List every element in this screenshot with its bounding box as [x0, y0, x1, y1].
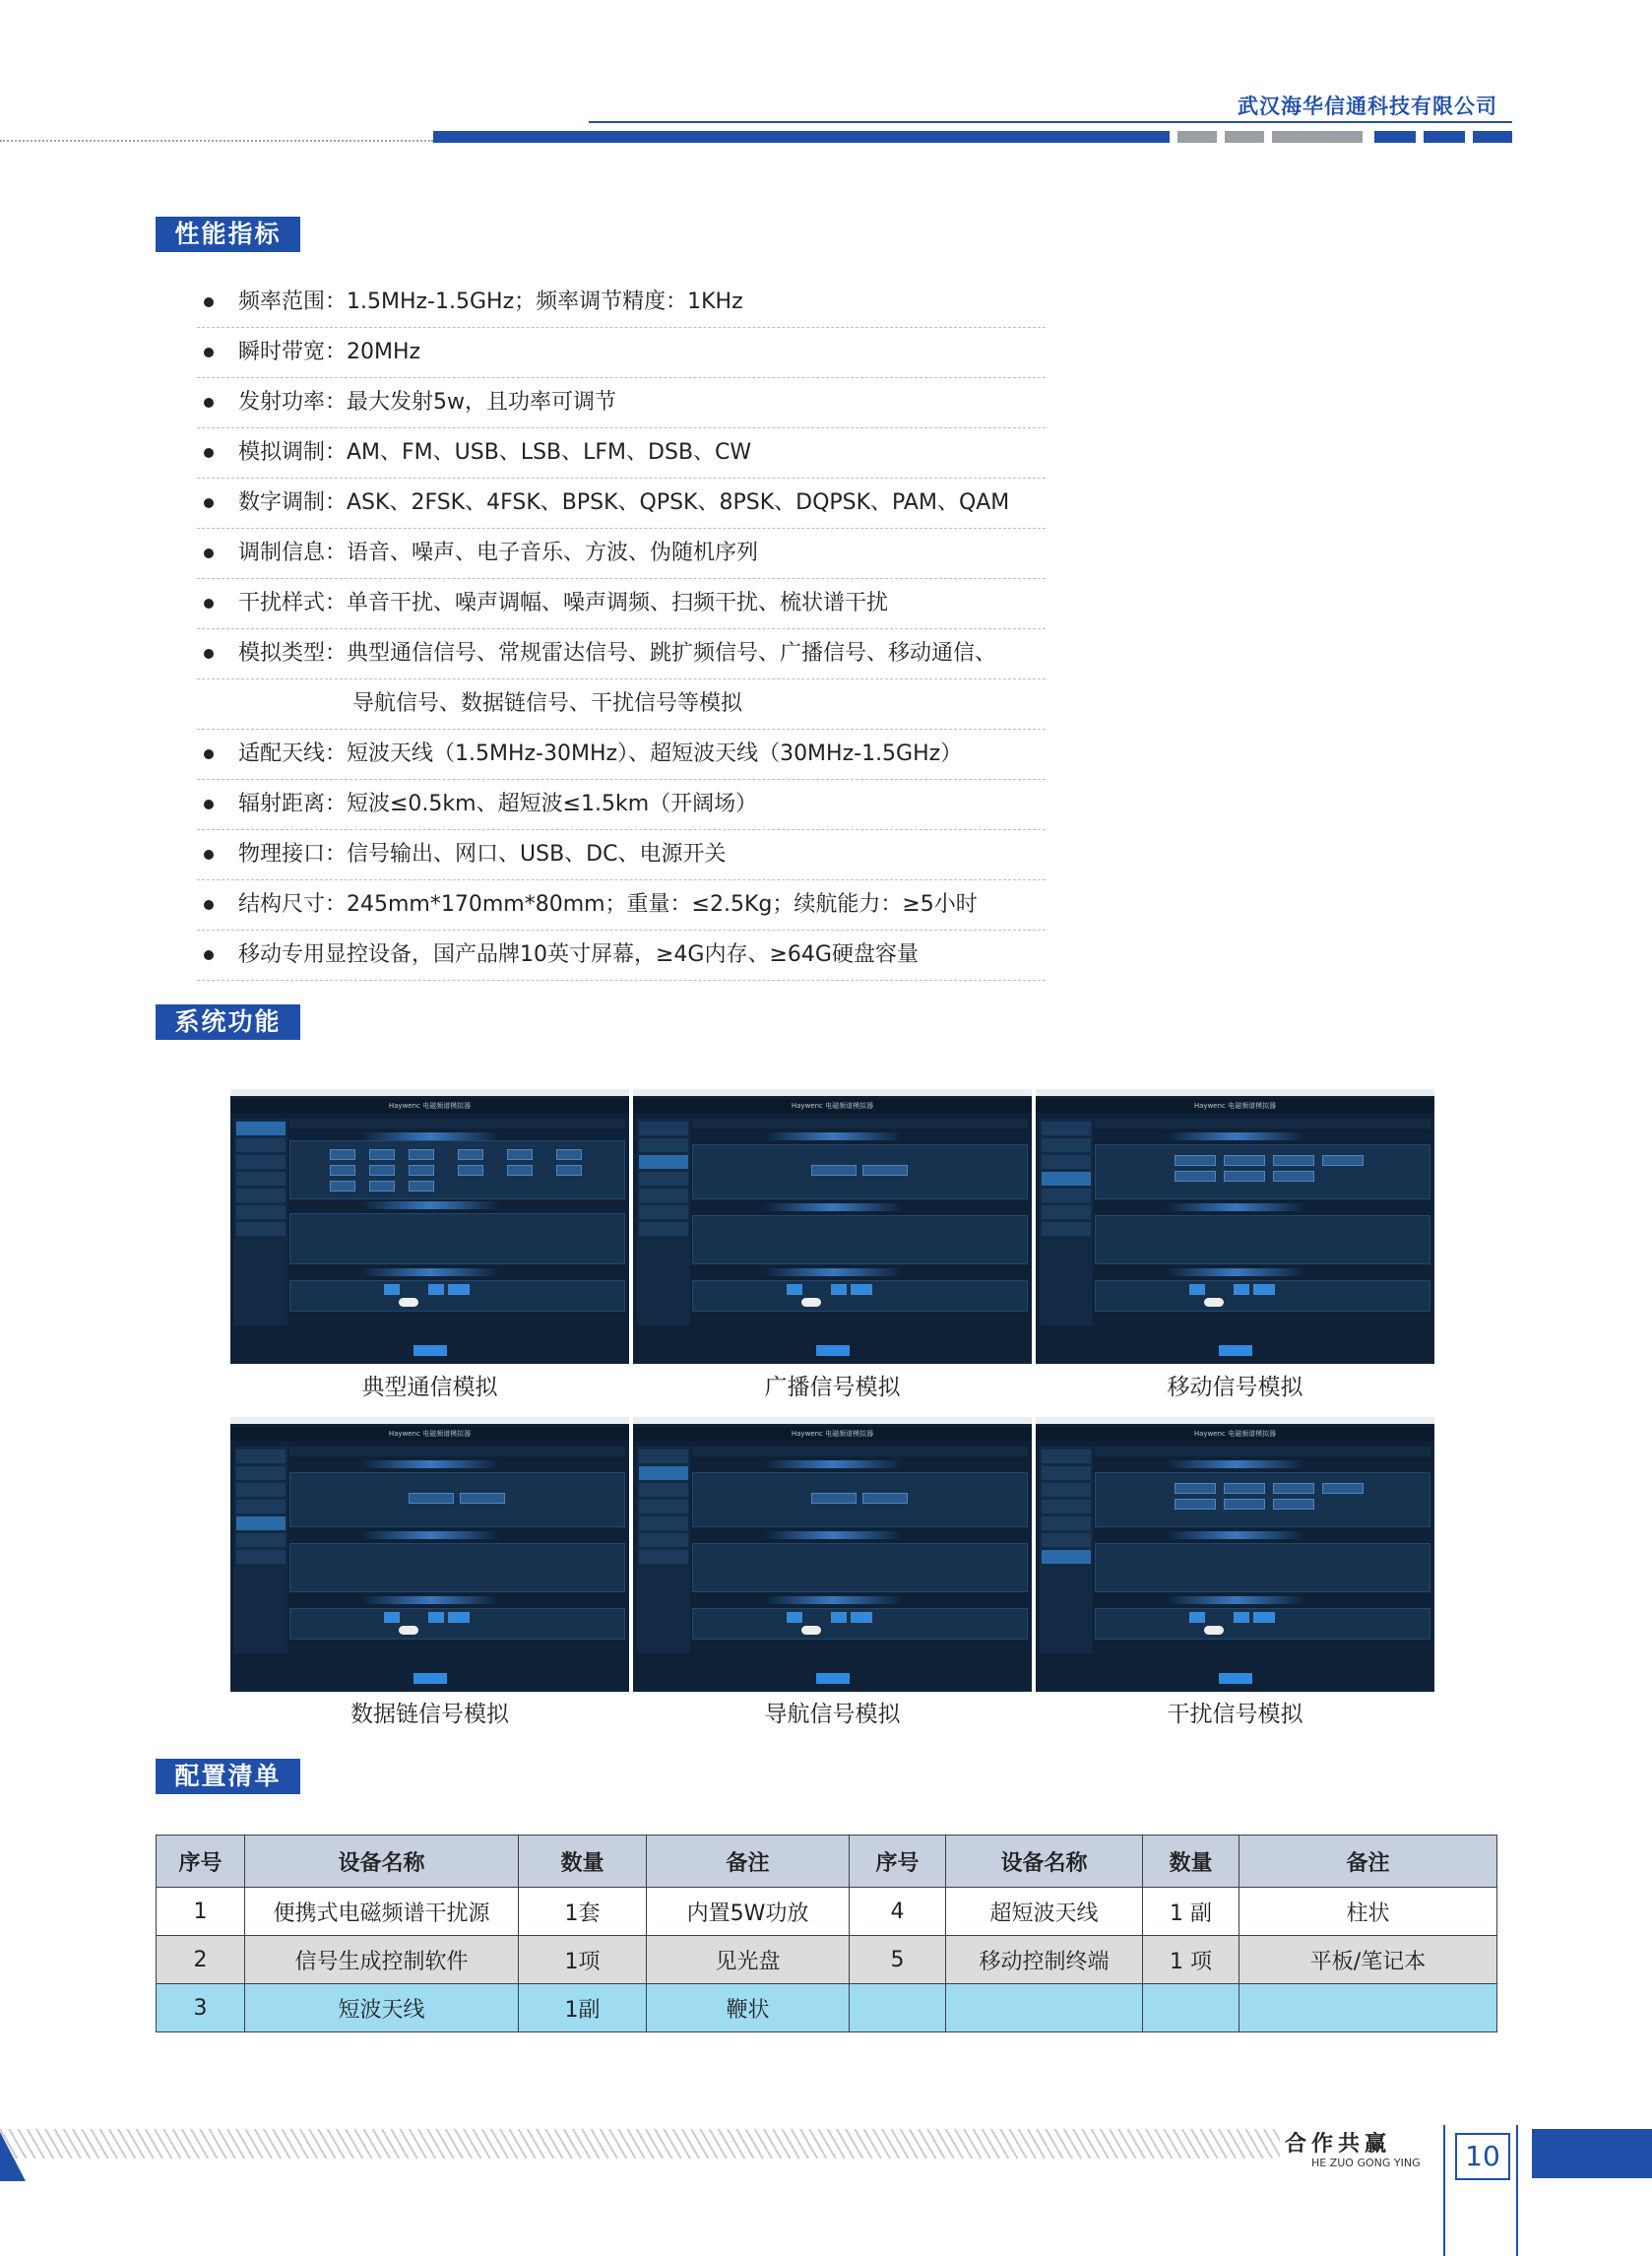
signal-style-panel — [692, 1472, 1028, 1527]
screenshot-caption: 干扰信号模拟 — [1167, 1702, 1303, 1727]
screenshot-datalink — [230, 1417, 629, 1692]
info-bar — [289, 1447, 625, 1456]
section-title-config: 配置清单 — [156, 1759, 300, 1794]
output-panel — [692, 1280, 1028, 1312]
bullet-icon — [204, 649, 214, 659]
screenshot-caption: 数据链信号模拟 — [350, 1702, 509, 1727]
signal-style-panel — [1095, 1472, 1430, 1527]
run-button[interactable] — [1219, 1345, 1252, 1356]
spec-item: 移动专用显控设备，国产品牌10英寸屏幕，≥4G内存、≥64G硬盘容量 — [197, 931, 1046, 981]
table-row: 1 便携式电磁频谱干扰源 1套 内置5W功放 4 超短波天线 1 副 柱状 — [157, 1888, 1497, 1936]
window-titlebar — [1036, 1417, 1434, 1424]
spec-item: 发射功率：最大发射5w，且功率可调节 — [197, 378, 1046, 428]
bullet-icon — [204, 599, 214, 609]
window-titlebar — [633, 1417, 1032, 1424]
info-bar — [289, 1119, 625, 1128]
header-bar-blue-4 — [1473, 131, 1512, 143]
header-bar-gray-3 — [1272, 131, 1363, 143]
bullet-icon — [204, 950, 214, 960]
signal-style-panel — [289, 1472, 625, 1527]
spec-item: 瞬时带宽：20MHz — [197, 328, 1046, 378]
screenshot-navigation — [633, 1417, 1032, 1692]
screenshot-mobile — [1036, 1089, 1434, 1364]
table-header-row — [157, 1836, 1497, 1888]
bullet-icon — [204, 348, 214, 357]
output-panel — [692, 1608, 1028, 1640]
sidebar — [1040, 1119, 1093, 1325]
output-panel — [289, 1280, 625, 1312]
run-button[interactable] — [816, 1345, 850, 1356]
header-bar-gray-2 — [1225, 131, 1264, 143]
run-button[interactable] — [1219, 1673, 1252, 1684]
run-button[interactable] — [816, 1673, 850, 1684]
config-table — [156, 1835, 1497, 2032]
params-panel — [1095, 1215, 1430, 1264]
col-header-note-2: 备注 — [1239, 1836, 1497, 1888]
signal-style-panel — [692, 1144, 1028, 1199]
run-button[interactable] — [413, 1673, 447, 1684]
table-row: 3 短波天线 1副 鞭状 — [157, 1984, 1497, 2032]
sidebar — [637, 1447, 690, 1653]
footer-slogan-pinyin: HE ZUO GONG YING — [1311, 2157, 1421, 2169]
screenshot-typical-comm — [230, 1089, 629, 1364]
info-bar — [692, 1119, 1028, 1128]
bullet-icon — [204, 548, 214, 558]
spec-item: 干扰样式：单音干扰、噪声调幅、噪声调频、扫频干扰、梳状谱干扰 — [197, 579, 1046, 629]
info-bar — [1095, 1119, 1430, 1128]
screenshot-broadcast — [633, 1089, 1032, 1364]
footer-divider — [1516, 2125, 1518, 2256]
spec-item: 辐射距离：短波≤0.5km、超短波≤1.5km（开阔场） — [197, 780, 1046, 830]
app-title: Haywenc 电磁频谱模拟器 — [633, 1427, 1032, 1441]
bullet-icon — [204, 749, 214, 759]
screenshot-jamming — [1036, 1417, 1434, 1692]
bullet-icon — [204, 800, 214, 809]
window-titlebar — [230, 1417, 629, 1424]
col-header-index-2: 序号 — [850, 1836, 946, 1888]
screenshot-caption: 典型通信模拟 — [361, 1375, 498, 1400]
screenshot-caption: 广播信号模拟 — [764, 1375, 901, 1400]
col-header-note: 备注 — [647, 1836, 850, 1888]
output-panel — [1095, 1608, 1430, 1640]
spec-item: 数字调制：ASK、2FSK、4FSK、BPSK、QPSK、8PSK、DQPSK、PAM、QAM — [197, 479, 1046, 529]
table-row: 2 信号生成控制软件 1项 见光盘 5 移动控制终端 1 项 平板/笔记本 — [157, 1936, 1497, 1984]
info-bar — [1095, 1447, 1430, 1456]
footer-corner-triangle — [0, 2132, 26, 2181]
spec-item: 结构尺寸：245mm*170mm*80mm；重量：≤2.5Kg；续航能力：≥5小时 — [197, 880, 1046, 931]
spec-list — [197, 278, 1046, 981]
bullet-icon — [204, 900, 214, 910]
params-panel — [692, 1543, 1028, 1592]
signal-style-panel — [1095, 1144, 1430, 1199]
col-header-name: 设备名称 — [245, 1836, 519, 1888]
spec-item: 模拟类型：典型通信信号、常规雷达信号、跳扩频信号、广播信号、移动通信、 — [197, 629, 1046, 679]
footer-blue-block — [1532, 2129, 1652, 2178]
screenshot-caption: 导航信号模拟 — [764, 1702, 901, 1727]
params-panel — [692, 1215, 1028, 1264]
spec-item: 适配天线：短波天线（1.5MHz-30MHz）、超短波天线（30MHz-1.5GHz） — [197, 730, 1046, 780]
params-panel — [289, 1213, 625, 1264]
spec-item: 调制信息：语音、噪声、电子音乐、方波、伪随机序列 — [197, 529, 1046, 579]
bullet-icon — [204, 448, 214, 458]
params-panel — [1095, 1543, 1430, 1592]
output-panel — [289, 1608, 625, 1640]
page-number: 10 — [1455, 2133, 1510, 2180]
bullet-icon — [204, 498, 214, 508]
header-bar-blue — [433, 131, 1170, 143]
window-titlebar — [1036, 1089, 1434, 1096]
app-title: Haywenc 电磁频谱模拟器 — [1036, 1427, 1434, 1441]
company-name: 武汉海华信通科技有限公司 — [1238, 95, 1497, 118]
run-button[interactable] — [413, 1345, 447, 1356]
footer-slogan: 合作共赢 — [1285, 2132, 1392, 2157]
header-dotted-rule — [0, 140, 433, 142]
header-bar-blue-3 — [1424, 131, 1465, 143]
spec-item: 模拟调制：AM、FM、USB、LSB、LFM、DSB、CW — [197, 428, 1046, 479]
col-header-qty: 数量 — [519, 1836, 647, 1888]
screenshot-caption: 移动信号模拟 — [1167, 1375, 1303, 1400]
app-title: Haywenc 电磁频谱模拟器 — [230, 1099, 629, 1113]
header-bar-gray-1 — [1177, 131, 1217, 143]
col-header-qty-2: 数量 — [1143, 1836, 1239, 1888]
spec-item: 物理接口：信号输出、网口、USB、DC、电源开关 — [197, 830, 1046, 880]
info-bar — [692, 1447, 1028, 1456]
header-rule — [589, 121, 1512, 123]
window-titlebar — [633, 1089, 1032, 1096]
sidebar — [637, 1119, 690, 1325]
section-title-functions: 系统功能 — [156, 1004, 300, 1040]
bullet-icon — [204, 398, 214, 408]
app-title: Haywenc 电磁频谱模拟器 — [230, 1427, 629, 1441]
app-title: Haywenc 电磁频谱模拟器 — [1036, 1099, 1434, 1113]
sidebar — [234, 1447, 287, 1653]
app-title: Haywenc 电磁频谱模拟器 — [633, 1099, 1032, 1113]
bullet-icon — [204, 297, 214, 307]
params-panel — [289, 1543, 625, 1592]
col-header-name-2: 设备名称 — [946, 1836, 1143, 1888]
footer-divider — [1443, 2125, 1445, 2256]
spec-item-continuation: 导航信号、数据链信号、干扰信号等模拟 — [197, 679, 1046, 730]
bullet-icon — [204, 850, 214, 860]
footer-stripes — [0, 2129, 1280, 2159]
window-titlebar — [230, 1089, 629, 1096]
section-title-performance: 性能指标 — [156, 217, 300, 252]
sidebar — [234, 1119, 287, 1325]
sidebar — [1040, 1447, 1093, 1653]
col-header-index: 序号 — [157, 1836, 245, 1888]
spec-item: 频率范围：1.5MHz-1.5GHz；频率调节精度：1KHz — [197, 278, 1046, 328]
header-bar-blue-2 — [1374, 131, 1416, 143]
output-panel — [1095, 1280, 1430, 1312]
signal-style-panel — [289, 1140, 625, 1199]
